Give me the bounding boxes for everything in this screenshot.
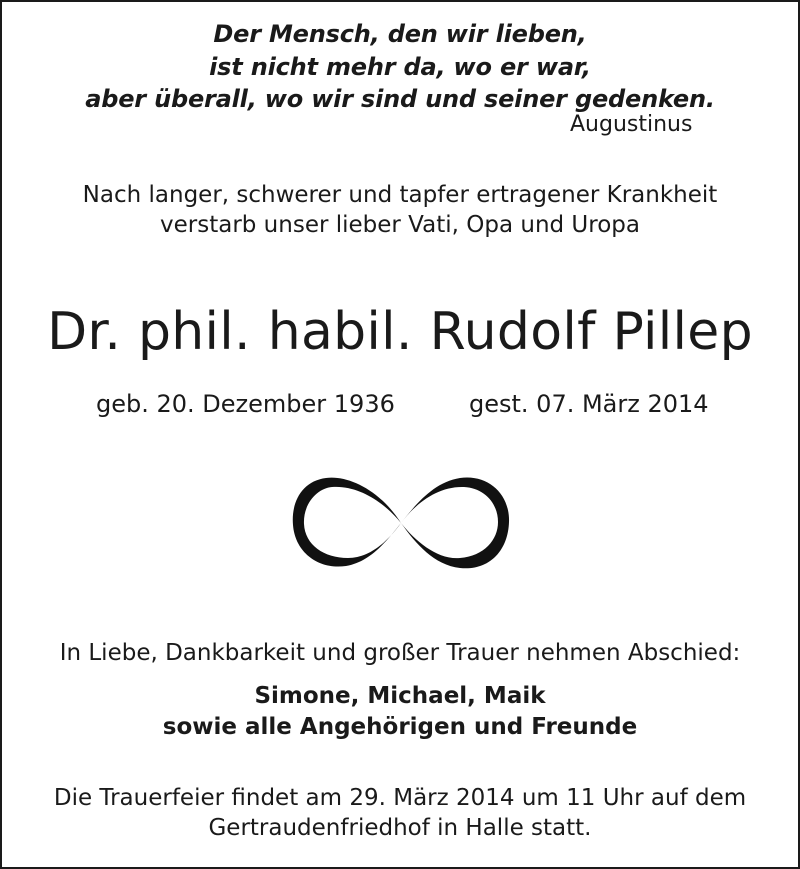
farewell-text: In Liebe, Dankbarkeit und großer Trauer nehmen Abschied: xyxy=(59,640,741,666)
mourners-line-2: sowie alle Angehörigen und Freunde xyxy=(162,714,638,740)
deceased-name: Dr. phil. habil. Rudolf Pillep xyxy=(47,302,753,362)
mourners-line-1: Simone, Michael, Maik xyxy=(254,683,546,709)
birth-date: geb. 20. Dezember 1936 xyxy=(96,390,395,418)
intro-line-2: verstarb unser lieber Vati, Opa und Uropa xyxy=(160,212,640,238)
quote-line-1: Der Mensch, den wir lieben, xyxy=(213,20,587,48)
service-line-2: Gertraudenfriedhof in Halle statt. xyxy=(208,815,592,841)
quote-line-2: ist nicht mehr da, wo er war, xyxy=(209,53,591,81)
intro-line-1: Nach langer, schwerer und tapfer ertragener Krankheit xyxy=(82,182,718,208)
infinity-icon xyxy=(288,470,514,576)
quote-line-3: aber überall, wo wir sind und seiner gedenken. xyxy=(85,85,715,113)
service-line-1: Die Trauerfeier findet am 29. März 2014 um 11 Uhr auf dem xyxy=(53,785,747,811)
death-date: gest. 07. März 2014 xyxy=(469,390,709,418)
quote-author: Augustinus xyxy=(570,112,693,137)
